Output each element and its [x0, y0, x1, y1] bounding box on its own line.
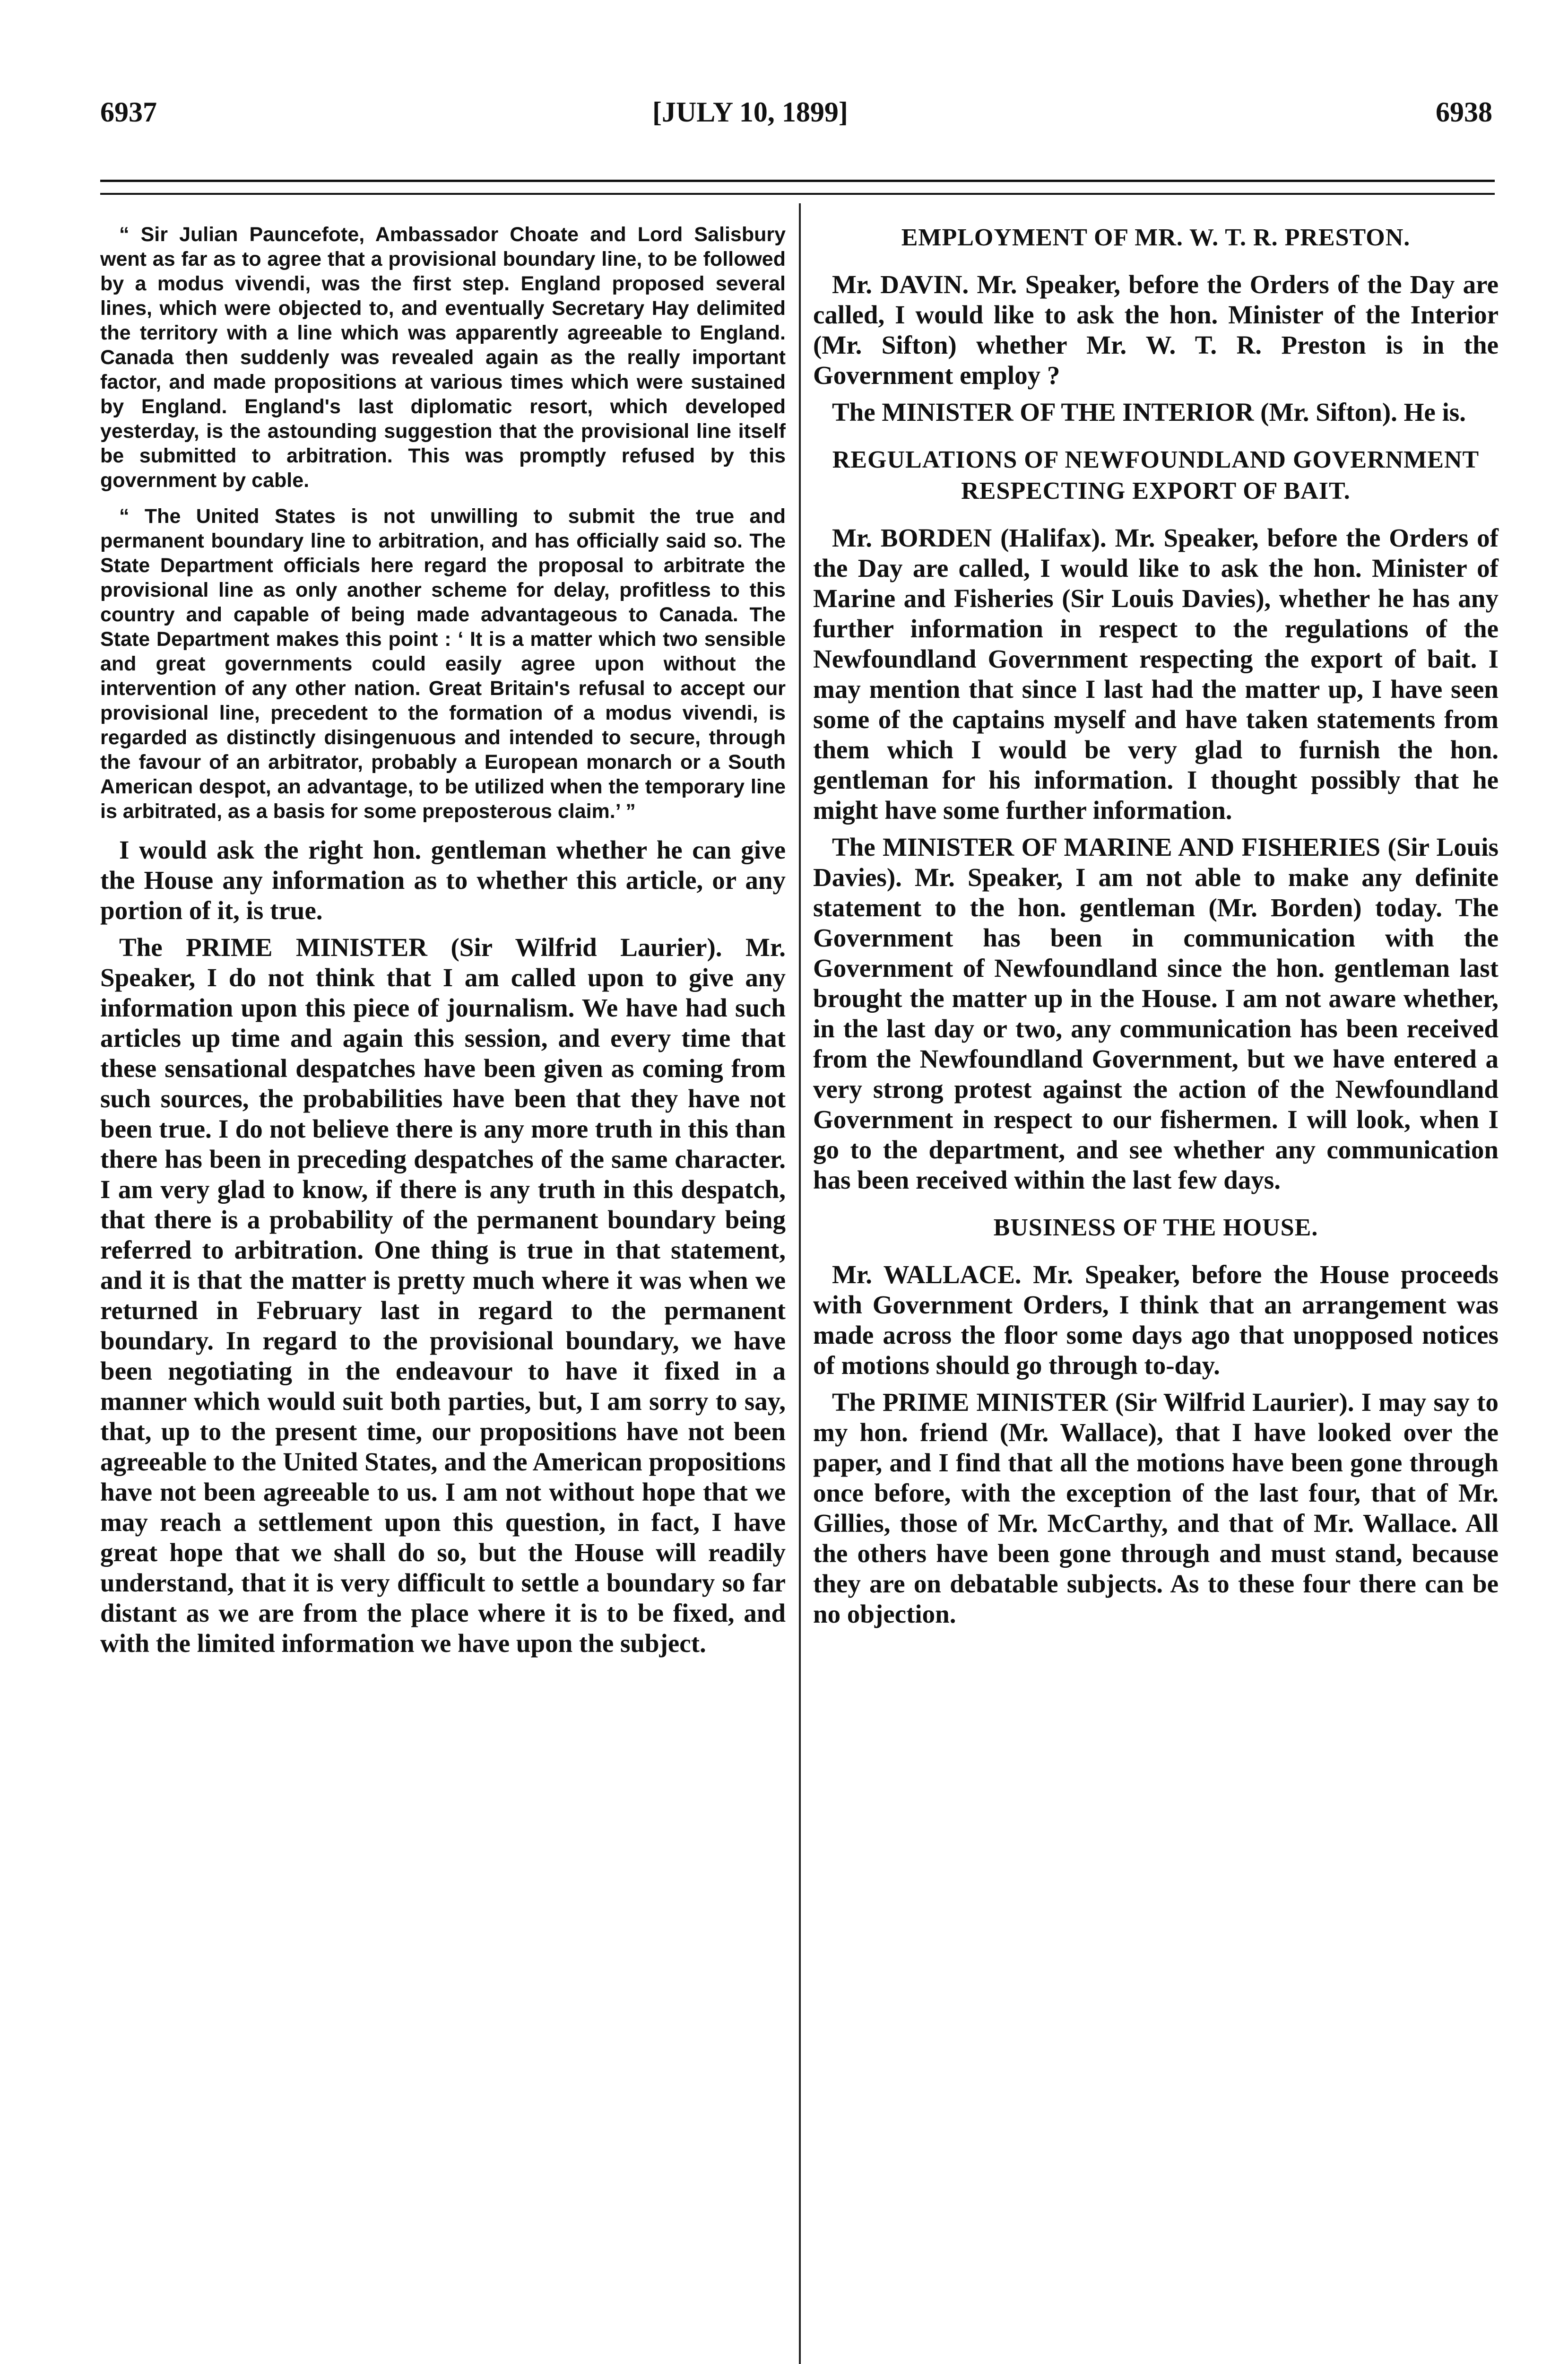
left-page-number: 6937	[100, 96, 157, 128]
page-header	[0, 83, 1568, 135]
prime-minister-reply: The PRIME MINISTER (Sir Wilfrid Laurier). Mr. Speaker, I do not think that I am called upon to give any information upon this piece of journalism. We have had such articles up time and again this session, and every time that these sensational despatches have been given as coming from such sources, the probabilities have been that they have not been true. I do not believe there is any more truth in this than there has been in preceding despatches of the same character. I am very glad to know, if there is any truth in this despatch, that there is a probability of the permanent boundary being referred to arbitration. One thing is true in that statement, and it is that the matter is pretty much where it was when we returned in February last in regard to the permanent boundary. In regard to the provisional boundary, we have been negotiating in the endeavour to have it fixed in a manner which would suit both parties, but, I am sorry to say, that, up to the present time, our propositions have not been agreeable to the United States, and the American propositions have not been agreeable to us. I am not without hope that we may reach a settlement upon this question, in fact, I have great hope that we shall do so, but the House will readily understand, that it is very difficult to settle a boundary so far distant as we are from the place where it is to be fixed, and with the limited information we have upon the subject.	[100, 933, 786, 1658]
right-page-number: 6938	[1436, 96, 1492, 128]
marine-fisheries-reply: The MINISTER OF MARINE AND FISHERIES (Sir Louis Davies). Mr. Speaker, I am not able to make any definite statement to the hon. gentleman (Mr. Borden) today. The Government has been in communication with the Government of Newfoundland since the hon. gentleman last brought the matter up in the House. I am not aware whether, in the last day or two, any communication has been received from the Newfoundland Government, but we have entered a very strong protest against the action of the Newfoundland Government in respect to our fishermen. I will look, when I go to the department, and see whether any communication has been received within the last few days.	[813, 833, 1499, 1194]
quoted-article-paragraph-1: “ Sir Julian Pauncefote, Ambassador Choate and Lord Salisbury went as far as to agree that a provisional boundary line, to be followed by a modus vivendi, was the first step. England proposed several lines, which were objected to, and eventually Secretary Hay delimited the territory with a line which was apparently agreeable to England. Canada then suddenly was revealed again as the really important factor, and made propositions at various times which were sustained by England. England's last diplomatic resort, which developed yesterday, is the astounding suggestion that the provisional line itself be submitted to arbitration. This was promptly refused by this government by cable.	[100, 223, 786, 492]
wallace-statement: Mr. WALLACE. Mr. Speaker, before the House proceeds with Government Orders, I think that an arrangement was made across the floor some days ago that unopposed notices of motions should go through to-day.	[813, 1260, 1499, 1380]
page-date: [JULY 10, 1899]	[652, 96, 848, 128]
section-heading-business: BUSINESS OF THE HOUSE.	[993, 1214, 1318, 1241]
borden-question: Mr. BORDEN (Halifax). Mr. Speaker, before the Orders of the Day are called, I would like to ask the hon. Minister of Marine and Fisheries (Sir Louis Davies), whether he has any further information in respect to the regulations of the Newfoundland Government respecting the export of bait. I may mention that since I last had the matter up, I have seen some of the captains myself and have taken statements from them which I would be very glad to furnish the hon. gentleman for his information. I thought possibly that he might have some further information.	[813, 523, 1499, 825]
prime-minister-reply-business: The PRIME MINISTER (Sir Wilfrid Laurier). I may say to my hon. friend (Mr. Wallace), that I have looked over the paper, and I find that all the motions have been gone through once before, with the exception of the last four, that of Mr. Gillies, those of Mr. McCarthy, and that of Mr. Wallace. All the others have been gone through and must stand, because they are on debatable subjects. As to these four there can be no objection.	[813, 1388, 1499, 1628]
section-heading-regulations: REGULATIONS OF NEWFOUNDLAND GOVERNMENT RESPECTING EXPORT OF BAIT.	[832, 446, 1480, 504]
question-paragraph: I would ask the right hon. gentleman whether he can give the House any information as to whether this article, or any portion of it, is true.	[100, 835, 786, 925]
left-column	[100, 222, 786, 1665]
header-rule-bottom	[100, 193, 1495, 195]
interior-reply: The MINISTER OF THE INTERIOR (Mr. Sifton). He is.	[832, 398, 1466, 426]
davin-question: Mr. DAVIN. Mr. Speaker, before the Orders of the Day are called, I would like to ask the hon. Minister of the Interior (Mr. Sifton) whether Mr. W. T. R. Preston is in the Government employ ?	[813, 270, 1499, 390]
right-column	[813, 222, 1499, 1636]
section-heading-employment: EMPLOYMENT OF MR. W. T. R. PRESTON.	[901, 224, 1411, 251]
header-rule-top	[100, 180, 1495, 182]
column-divider	[799, 203, 801, 2364]
quoted-article-paragraph-2: “ The United States is not unwilling to submit the true and permanent boundary line to arbitration, and has officially said so. The State Department officials here regard the proposal to arbitrate the provisional line as only another scheme for delay, profitless to this country and capable of being made advantageous to Canada. The State Department makes this point : ‘ It is a matter which two sensible and great governments could easily agree upon without the intervention of any other nation. Great Britain's refusal to accept our provisional line, precedent to the formation of a modus vivendi, is regarded as distinctly disingenuous and intended to secure, through the favour of an arbitrator, probably a European monarch or a South American despot, an advantage, to be utilized when the temporary line is arbitrated, as a basis for some preposterous claim.’ ”	[100, 505, 786, 823]
